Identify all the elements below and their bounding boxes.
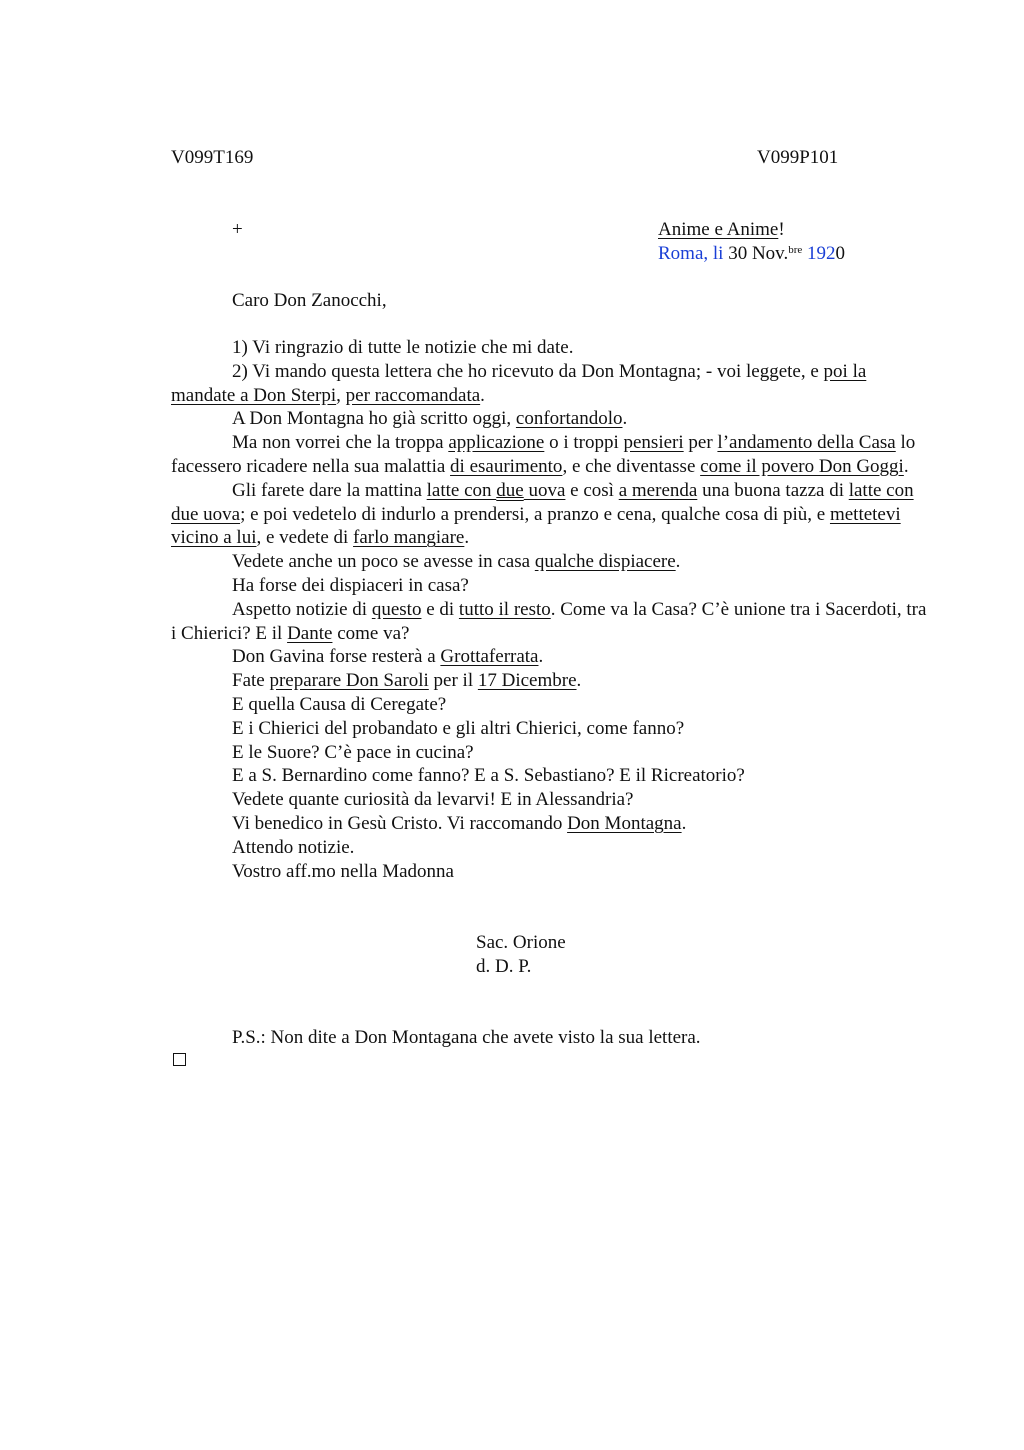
date-line (658, 243, 845, 265)
document-code-left: V099T169 (171, 147, 254, 168)
salutation: Caro Don Zanocchi, (232, 290, 387, 311)
paragraph-11: E quella Causa di Ceregate? (232, 693, 447, 715)
motto (658, 219, 785, 241)
paragraph-4: Ma non vorrei che la troppa applicazione o i troppi pensieri per l’andamento della Casa lo facessero ricadere nella sua malattia di esaurimento, e che diventasse come il povero Don Goggi. (171, 432, 916, 477)
paragraph-10: Fate preparare Don Saroli per il 17 Dicembre. (232, 670, 582, 692)
paragraph-6: Vedete anche un poco se avesse in casa qualche dispiacere. (232, 551, 681, 573)
cross-mark: + (232, 219, 243, 240)
date-year-main: 192 (807, 243, 836, 264)
date-day-month: 30 Nov. (728, 243, 789, 264)
paragraph-17: Attendo notizie. (232, 836, 355, 858)
end-square-icon (173, 1053, 186, 1066)
signature-name: Sac. Orione (476, 932, 566, 953)
date-place: Roma, li (658, 243, 724, 264)
paragraph-9: Don Gavina forse resterà a Grottaferrata. (232, 646, 544, 668)
motto-text: Anime e Anime (658, 219, 779, 240)
closing: Vostro aff.mo nella Madonna (232, 860, 454, 882)
date-month-suffix: bre (788, 244, 803, 256)
paragraph-15: Vedete quante curiosità da levarvi! E in Alessandria? (232, 789, 634, 811)
paragraph-2: 2) Vi mando questa lettera che ho ricevuto da Don Montagna; - voi leggete, e poi la mandate a Don Sterpi, per raccomandata. (171, 360, 867, 406)
paragraph-13: E le Suore? C’è pace in cucina? (232, 741, 474, 763)
paragraph-1: 1) Vi ringrazio di tutte le notizie che mi date. (232, 337, 574, 358)
paragraph-14: E a S. Bernardino come fanno? E a S. Sebastiano? E il Ricreatorio? (232, 765, 745, 787)
date-year-last: 0 (835, 243, 845, 264)
paragraph-5: Gli farete dare la mattina latte con due uova e così a merenda una buona tazza di latte con due uova; e poi vedetelo di indurlo a prendersi, a pranzo e cena, qualche cosa di più, e mettetevi vicino a lui, e vedete di farlo mangiare. (171, 479, 914, 549)
paragraph-8: Aspetto notizie di questo e di tutto il resto. Come va la Casa? C’è unione tra i Sacerdoti, tra i Chierici? E il Dante come va? (171, 598, 927, 644)
paragraph-16: Vi benedico in Gesù Cristo. Vi raccomando Don Montagna. (232, 812, 687, 834)
paragraph-7: Ha forse dei dispiaceri in casa? (232, 574, 469, 596)
postscript: P.S.: Non dite a Don Montagana che avete visto la sua lettera. (232, 1027, 701, 1048)
paragraph-3: A Don Montagna ho già scritto oggi, confortandolo. (232, 408, 628, 430)
document-code-right: V099P101 (757, 147, 839, 168)
paragraph-12: E i Chierici del probandato e gli altri Chierici, come fanno? (232, 717, 685, 739)
motto-exclamation: ! (778, 219, 785, 240)
signature-title: d. D. P. (476, 956, 532, 977)
letter-body (171, 336, 931, 883)
